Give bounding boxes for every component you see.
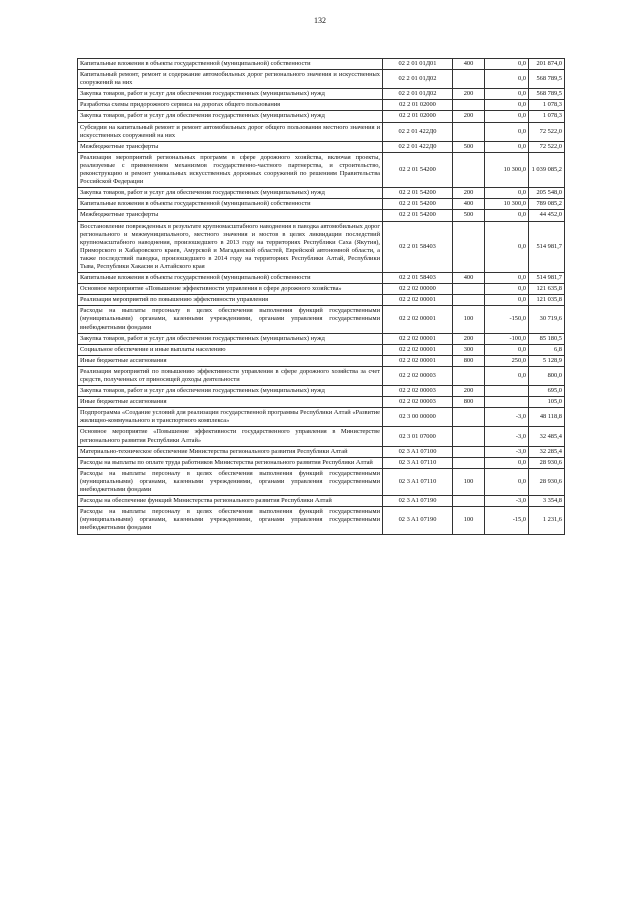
- total-amount-cell: 514 981,7: [529, 221, 565, 273]
- budget-table: [77, 58, 565, 535]
- total-amount-cell: 789 085,2: [529, 199, 565, 210]
- target-code-cell: 02 2 01 01Д02: [383, 89, 453, 100]
- change-amount-cell: 0,0: [485, 59, 529, 70]
- change-amount-cell: 0,0: [485, 100, 529, 111]
- table-row: [78, 100, 565, 111]
- table-row: [78, 408, 565, 427]
- change-amount-cell: 0,0: [485, 89, 529, 100]
- table-row: [78, 273, 565, 284]
- total-amount-cell: 1 231,6: [529, 507, 565, 534]
- total-amount-cell: 72 522,0: [529, 122, 565, 141]
- target-code-cell: 02 2 01 58403: [383, 273, 453, 284]
- total-amount-cell: 6,8: [529, 344, 565, 355]
- table-row: [78, 386, 565, 397]
- table-row: [78, 366, 565, 385]
- expense-name-cell: Реализация мероприятий региональных программ в сфере дорожного хозяйства, включая проекты, реализуемые с применением механизмов государственно-частного партнерства, и строительство, реконструкцию и ремонт уникальных искусственных дорожных сооружений по решениям Правительства Российской Федерации: [78, 152, 383, 187]
- total-amount-cell: 695,0: [529, 386, 565, 397]
- total-amount-cell: 30 719,6: [529, 306, 565, 333]
- table-row: [78, 221, 565, 273]
- change-amount-cell: 10 300,0: [485, 199, 529, 210]
- expense-name-cell: Восстановление поврежденных в результате крупномасштабного наводнения в паводка автомобильных дорог регионального и межмуниципального, местного значения и мостов в целях ликвидации последствий крупномасштабного наводнения, произошедшего в 2013 году на территориях Республики Саха (Якутия), Приморского и Хабаровского краев, Амурской и Магаданской областей, Еврейской автономной области, а также последствий паводка, произошедшего в 2014 году на территориях Республики Алтай, Республики Тыва, Республики Хакасия и Алтайского края: [78, 221, 383, 273]
- change-amount-cell: 0,0: [485, 221, 529, 273]
- expense-name-cell: Закупка товаров, работ и услуг для обеспечения государственных (муниципальных) нужд: [78, 386, 383, 397]
- table-row: [78, 89, 565, 100]
- total-amount-cell: 568 789,5: [529, 89, 565, 100]
- expense-type-cell: [453, 408, 485, 427]
- table-row: [78, 427, 565, 446]
- expense-name-cell: Межбюджетные трансферты: [78, 210, 383, 221]
- expense-name-cell: Иные бюджетные ассигнования: [78, 397, 383, 408]
- change-amount-cell: -100,0: [485, 333, 529, 344]
- change-amount-cell: 0,0: [485, 457, 529, 468]
- expense-type-cell: [453, 496, 485, 507]
- expense-type-cell: 200: [453, 89, 485, 100]
- expense-type-cell: 200: [453, 333, 485, 344]
- table-row: [78, 152, 565, 187]
- change-amount-cell: -3,0: [485, 408, 529, 427]
- target-code-cell: 02 3 A1 07190: [383, 507, 453, 534]
- total-amount-cell: 72 522,0: [529, 141, 565, 152]
- target-code-cell: 02 2 02 00000: [383, 284, 453, 295]
- budget-table-body: [78, 59, 565, 535]
- target-code-cell: 02 2 01 01Д02: [383, 70, 453, 89]
- target-code-cell: 02 3 A1 07110: [383, 468, 453, 495]
- change-amount-cell: -3,0: [485, 496, 529, 507]
- change-amount-cell: [485, 386, 529, 397]
- table-row: [78, 344, 565, 355]
- expense-name-cell: Закупка товаров, работ и услуг для обеспечения государственных (муниципальных) нужд: [78, 188, 383, 199]
- table-row: [78, 468, 565, 495]
- expense-name-cell: Разработка схемы придорожного сервиса на дорогах общего пользования: [78, 100, 383, 111]
- expense-name-cell: Капитальные вложения в объекты государственной (муниципальной) собственности: [78, 59, 383, 70]
- table-row: [78, 306, 565, 333]
- change-amount-cell: [485, 397, 529, 408]
- target-code-cell: 02 2 01 02000: [383, 100, 453, 111]
- target-code-cell: 02 3 01 07000: [383, 427, 453, 446]
- expense-type-cell: [453, 366, 485, 385]
- change-amount-cell: 0,0: [485, 468, 529, 495]
- expense-type-cell: 200: [453, 386, 485, 397]
- target-code-cell: 02 2 01 58403: [383, 221, 453, 273]
- target-code-cell: 02 2 01 54200: [383, 188, 453, 199]
- target-code-cell: 02 2 02 00003: [383, 386, 453, 397]
- change-amount-cell: 0,0: [485, 366, 529, 385]
- expense-name-cell: Капитальные вложения в объекты государственной (муниципальной) собственности: [78, 273, 383, 284]
- expense-type-cell: [453, 70, 485, 89]
- change-amount-cell: -150,0: [485, 306, 529, 333]
- expense-type-cell: 400: [453, 199, 485, 210]
- expense-type-cell: [453, 122, 485, 141]
- target-code-cell: 02 2 01 54200: [383, 210, 453, 221]
- total-amount-cell: 28 930,6: [529, 457, 565, 468]
- table-row: [78, 355, 565, 366]
- target-code-cell: 02 2 01 02000: [383, 111, 453, 122]
- expense-type-cell: [453, 457, 485, 468]
- expense-type-cell: [453, 295, 485, 306]
- total-amount-cell: 121 635,8: [529, 284, 565, 295]
- target-code-cell: 02 2 01 422Д0: [383, 141, 453, 152]
- table-row: [78, 496, 565, 507]
- total-amount-cell: 121 035,8: [529, 295, 565, 306]
- target-code-cell: 02 2 02 00001: [383, 306, 453, 333]
- change-amount-cell: -15,0: [485, 507, 529, 534]
- total-amount-cell: 1 078,3: [529, 100, 565, 111]
- table-row: [78, 122, 565, 141]
- total-amount-cell: 32 285,4: [529, 446, 565, 457]
- expense-type-cell: [453, 427, 485, 446]
- target-code-cell: 02 2 01 54200: [383, 152, 453, 187]
- total-amount-cell: 32 485,4: [529, 427, 565, 446]
- total-amount-cell: 514 981,7: [529, 273, 565, 284]
- expense-type-cell: 100: [453, 507, 485, 534]
- table-row: [78, 284, 565, 295]
- expense-name-cell: Закупка товаров, работ и услуг для обеспечения государственных (муниципальных) нужд: [78, 333, 383, 344]
- expense-type-cell: [453, 284, 485, 295]
- expense-name-cell: Расходы на выплаты по оплате труда работников Министерства регионального развития Республики Алтай: [78, 457, 383, 468]
- total-amount-cell: 5 128,9: [529, 355, 565, 366]
- expense-name-cell: Социальное обеспечение и иные выплаты населению: [78, 344, 383, 355]
- expense-type-cell: [453, 221, 485, 273]
- target-code-cell: 02 2 02 00001: [383, 355, 453, 366]
- target-code-cell: 02 2 02 00001: [383, 295, 453, 306]
- expense-type-cell: [453, 100, 485, 111]
- change-amount-cell: 0,0: [485, 344, 529, 355]
- total-amount-cell: 205 548,0: [529, 188, 565, 199]
- table-row: [78, 188, 565, 199]
- table-row: [78, 141, 565, 152]
- target-code-cell: 02 2 02 00003: [383, 366, 453, 385]
- target-code-cell: 02 2 01 422Д0: [383, 122, 453, 141]
- change-amount-cell: 0,0: [485, 141, 529, 152]
- total-amount-cell: 568 789,5: [529, 70, 565, 89]
- table-row: [78, 507, 565, 534]
- total-amount-cell: 85 180,5: [529, 333, 565, 344]
- expense-name-cell: Подпрограмма «Создание условий для реализации государственной программы Республики Алтай «Развитие жилищно-коммунального и транспортного комплекса»: [78, 408, 383, 427]
- target-code-cell: 02 2 01 54200: [383, 199, 453, 210]
- target-code-cell: 02 2 01 01Д01: [383, 59, 453, 70]
- target-code-cell: 02 3 A1 07190: [383, 496, 453, 507]
- expense-name-cell: Субсидии на капитальный ремонт и ремонт автомобильных дорог общего пользования местного значения и искусственных сооружений на них: [78, 122, 383, 141]
- change-amount-cell: 250,0: [485, 355, 529, 366]
- target-code-cell: 02 3 A1 07110: [383, 457, 453, 468]
- expense-type-cell: 200: [453, 188, 485, 199]
- expense-name-cell: Расходы на выплаты персоналу в целях обеспечения выполнения функций государственными (муниципальными) органами, казенными учреждениями, органами управления государственными внебюджетными фондами: [78, 306, 383, 333]
- expense-type-cell: 400: [453, 59, 485, 70]
- table-row: [78, 333, 565, 344]
- expense-name-cell: Реализация мероприятий по повышению эффективности управления: [78, 295, 383, 306]
- change-amount-cell: -3,0: [485, 427, 529, 446]
- expense-name-cell: Иные бюджетные ассигнования: [78, 355, 383, 366]
- change-amount-cell: 0,0: [485, 70, 529, 89]
- expense-name-cell: Основное мероприятие «Повышение эффективности государственного управления в Министерстве регионального развития Республики Алтай»: [78, 427, 383, 446]
- expense-type-cell: 800: [453, 397, 485, 408]
- change-amount-cell: 0,0: [485, 111, 529, 122]
- expense-type-cell: 200: [453, 111, 485, 122]
- total-amount-cell: 48 118,8: [529, 408, 565, 427]
- total-amount-cell: 800,0: [529, 366, 565, 385]
- expense-name-cell: Основное мероприятие «Повышение эффективности управления в сфере дорожного хозяйства»: [78, 284, 383, 295]
- change-amount-cell: 0,0: [485, 273, 529, 284]
- total-amount-cell: 28 930,6: [529, 468, 565, 495]
- total-amount-cell: 201 874,0: [529, 59, 565, 70]
- expense-type-cell: 800: [453, 355, 485, 366]
- expense-name-cell: Закупка товаров, работ и услуг для обеспечения государственных (муниципальных) нужд: [78, 89, 383, 100]
- target-code-cell: 02 2 02 00001: [383, 333, 453, 344]
- table-row: [78, 111, 565, 122]
- target-code-cell: 02 3 00 00000: [383, 408, 453, 427]
- page-number: 132: [314, 16, 326, 25]
- table-row: [78, 446, 565, 457]
- expense-name-cell: Расходы на выплаты персоналу в целях обеспечения выполнения функций государственными (муниципальными) органами, казенными учреждениями, органами управления государственными внебюджетными фондами: [78, 507, 383, 534]
- table-row: [78, 295, 565, 306]
- change-amount-cell: 0,0: [485, 284, 529, 295]
- table-row: [78, 59, 565, 70]
- target-code-cell: 02 3 A1 07100: [383, 446, 453, 457]
- total-amount-cell: 1 078,3: [529, 111, 565, 122]
- table-row: [78, 199, 565, 210]
- expense-type-cell: [453, 152, 485, 187]
- expense-type-cell: 500: [453, 210, 485, 221]
- change-amount-cell: 0,0: [485, 295, 529, 306]
- expense-name-cell: Капитальные вложения в объекты государственной (муниципальной) собственности: [78, 199, 383, 210]
- expense-type-cell: 500: [453, 141, 485, 152]
- expense-name-cell: Реализация мероприятий по повышению эффективности управления в сфере дорожного хозяйства за счет средств, полученных от приносящей доходы деятельности: [78, 366, 383, 385]
- expense-type-cell: 400: [453, 273, 485, 284]
- change-amount-cell: 0,0: [485, 210, 529, 221]
- table-row: [78, 210, 565, 221]
- total-amount-cell: 105,0: [529, 397, 565, 408]
- table-row: [78, 397, 565, 408]
- expense-type-cell: 300: [453, 344, 485, 355]
- table-row: [78, 457, 565, 468]
- change-amount-cell: 0,0: [485, 188, 529, 199]
- total-amount-cell: 44 452,0: [529, 210, 565, 221]
- expense-type-cell: [453, 446, 485, 457]
- table-row: [78, 70, 565, 89]
- total-amount-cell: 1 039 085,2: [529, 152, 565, 187]
- expense-name-cell: Закупка товаров, работ и услуг для обеспечения государственных (муниципальных) нужд: [78, 111, 383, 122]
- change-amount-cell: 0,0: [485, 122, 529, 141]
- expense-name-cell: Капитальный ремонт, ремонт и содержание автомобильных дорог регионального значения и искусственных сооружений на них: [78, 70, 383, 89]
- expense-name-cell: Материально-техническое обеспечение Министерства регионального развития Республики Алтай: [78, 446, 383, 457]
- expense-name-cell: Расходы на выплаты персоналу в целях обеспечения выполнения функций государственными (муниципальными) органами, казенными учреждениями, органами управления государственными внебюджетными фондами: [78, 468, 383, 495]
- expense-name-cell: Расходы на обеспечение функций Министерства регионального развития Республики Алтай: [78, 496, 383, 507]
- expense-name-cell: Межбюджетные трансферты: [78, 141, 383, 152]
- expense-type-cell: 100: [453, 468, 485, 495]
- change-amount-cell: 10 300,0: [485, 152, 529, 187]
- total-amount-cell: 3 354,8: [529, 496, 565, 507]
- target-code-cell: 02 2 02 00003: [383, 397, 453, 408]
- target-code-cell: 02 2 02 00001: [383, 344, 453, 355]
- expense-type-cell: 100: [453, 306, 485, 333]
- change-amount-cell: -3,0: [485, 446, 529, 457]
